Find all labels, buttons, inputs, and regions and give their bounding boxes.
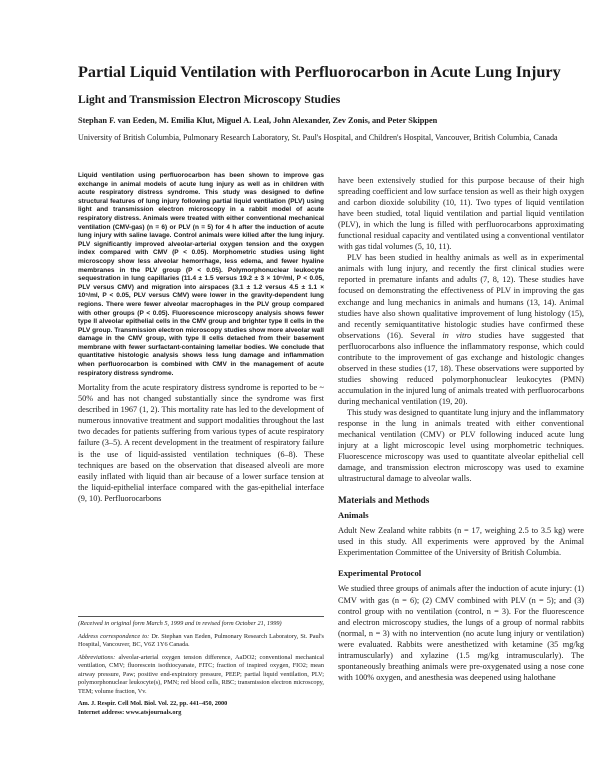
abbreviations-note: Abbreviations: alveolar-arterial oxygen tension difference, AaDO2; conventional mechanical ventilation, CMV; fluorescein isothiocyanate, FITC; fraction of inspired oxygen, FIO2; mean airway pressure, Paw; positive end-expiratory pressure, PEEP; partial liquid ventilation, PLV; polymorphonuclear leukocyte(s), PMN; red blood cells, RBC; transmission electron microscopy, TEM; volume fraction, Vv. (78, 653, 324, 695)
author-list: Stephan F. van Eeden, M. Emilia Klut, Miguel A. Leal, John Alexander, Zev Zonis, and Peter Skippen (78, 116, 438, 125)
journal-citation: Am. J. Respir. Cell Mol. Biol. Vol. 22, pp. 441–450, 2000 (78, 700, 228, 708)
intro-paragraph-3: This study was designed to quantitate lung injury and the inflammatory response in the lung in animals treated with either conventional mechanical ventilation (CMV) or PLV following induced acute lung injury at a light microscopic level using morphometric techniques. Fluorescence microscopy was used to quantitate alveolar epithelial cell damage, and transmission electron microscopy was used to examine ultrastructural damage to alveolar walls. (338, 407, 584, 484)
introduction-text: Mortality from the acute respiratory distress syndrome is reported to be ~ 50% and has not changed substantially since the syndrome was first described in 1967 (1, 2). This mortality rate has led to the development of numerous innovative treatment and support modalities throughout the last two decades for patients suffering from various types of acute respiratory failure (3–5). A recent development in the treatment of respiratory failure is the use of liquid-assisted ventilation techniques (6–8). These techniques are based on the observation that diseased alveoli are more easily inflated with liquid than air because of a lower surface tension at the liquid-epithelial interface compared with the gas-epithelial interface (9, 10). Perfluorocarbons (78, 383, 324, 503)
methods-heading: Materials and Methods (338, 495, 430, 506)
animals-text: Adult New Zealand white rabbits (n = 17, weighing 2.5 to 3.5 kg) were used in this study. All experiments were approved by the Animal Experimentation Committee of the University of British Columbia. (338, 526, 584, 558)
abstract: Liquid ventilation using perfluorocarbon has been shown to improve gas exchange in animal models of acute lung injury as well as in children with acute respiratory distress syndrome. This study was designed to define structural features of lung injury following partial liquid ventilation (PLV) using light and transmission electron microscopy in a rabbit model of acute respiratory distress. Animals were treated with either conventional mechanical ventilation (CMV-gas) (n = 6) or PLV (n = 5) for 4 h after the induction of acute lung injury with saline lavage. Control animals were killed after the lung injury. PLV significantly improved alveolar-arterial oxygen tension and the oxygen index compared with CMV (P < 0.05). Morphometric studies using light microscopy show less alveolar hemorrhage, less edema, and fewer hyaline membranes in the PLV group (P < 0.05). Polymorphonuclear leukocyte sequestration in lung capillaries (11.4 ± 1.5 versus 19.2 ± 3 × 10⁵/ml, P < 0.05, PLV versus CMV) and migration into airspaces (3.1 ± 1.2 versus 4.5 ± 1.1 × 10⁵/ml, P < 0.05, PLV versus CMV) were lower in the gravity-dependent lung regions. There were fewer alveolar macrophages in the PLV group compared with other groups (P < 0.05). Fluorescence microscopy analysis shows fewer type II alveolar epithelial cells in the CMV group and brighter type II cells in the PLV group. Transmission electron microscopy studies show more alveolar wall damage in the CMV group, with type II cells detached from their basement membrane with fewer surfactant-containing lamellar bodies. We conclude that quantitative histologic analysis shows less lung damage and inflammation when perfluorocarbon is combined with CMV in the management of acute respiratory distress syndrome. (78, 172, 324, 377)
left-column (78, 172, 324, 504)
intro-paragraph-1: have been extensively studied for this purpose because of their high spreading coefficient and low surface tension as well as their high oxygen and carbon dioxide solubility (10, 11). Two types of liquid ventilation have been studied, total liquid ventilation and partial liquid ventilation (PLV), in which the lung is filled with perfluorocarbons approximating functional residual capacity and ventilated using a conventional ventilator with gas tidal volumes (5, 10, 11). (338, 176, 584, 252)
right-column (338, 175, 584, 683)
footnote-divider (78, 616, 324, 617)
protocol-heading: Experimental Protocol (338, 568, 422, 579)
animals-heading: Animals (338, 510, 369, 521)
article-title: Partial Liquid Ventilation with Perfluorocarbon in Acute Lung Injury (78, 63, 561, 81)
footnotes (78, 620, 324, 717)
article-subtitle: Light and Transmission Electron Microscopy Studies (78, 93, 341, 106)
protocol-text: We studied three groups of animals after the induction of acute injury: (1) CMV with gas (n = 6); (2) CMV combined with PLV (n = 5); and (3) control group with no ventilation (control, n = 3). For the fluorescence and electron microscopy studies, the lungs of a group of normal rabbits (normal, n = 3) with no intervention (no acute lung injury or ventilation) were evaluated. Rabbits were anesthetized with ketamine (35 mg/kg intramuscularly) and xylazine (1.5 mg/kg intramuscularly). The spontaneously breathing animals were pre-oxygenated using a nose cone with 100% oxygen, and anesthesia was deepened using halothane (338, 584, 584, 682)
correspondence-note: Address correspondence to: Dr. Stephan van Eeden, Pulmonary Research Laboratory, St. Paul's Hospital, Vancouver, BC, V6Z 1Y6 Canada. (78, 632, 325, 649)
affiliation: University of British Columbia, Pulmonary Research Laboratory, St. Paul's Hospital, and Children's Hospital, Vancouver, British Columbia, Canada (78, 133, 558, 142)
internet-address: Internet address: www.atsjournals.org (78, 708, 182, 716)
intro-paragraph-2: PLV has been studied in healthy animals as well as in experimental animals with lung injury, and recently the first clinical studies were reported in premature infants and adults (7, 8, 12). These studies have focused on demonstrating the effectiveness of PLV in improving the gas exchange and lung mechanics in animals and humans (13, 14). Animal studies have also shown qualitative improvement of lung histology (15), and recently semiquantitative histologic studies have confirmed these observations (16). Several in vitro studies have suggested that perfluorocarbons also influence the inflammatory response, which could contribute to the improvement of gas exchange and histologic changes observed in these studies (17, 18). These observations were supported by studies showing reduced polymorphonuclear leukocytes (PMN) accumulation in the injured lung of animals treated with perfluorocarbons during mechanical ventilation (19, 20). (338, 253, 584, 406)
received-dates: (Received in original form March 5, 1999 and in revised form October 21, 1999) (78, 620, 282, 627)
